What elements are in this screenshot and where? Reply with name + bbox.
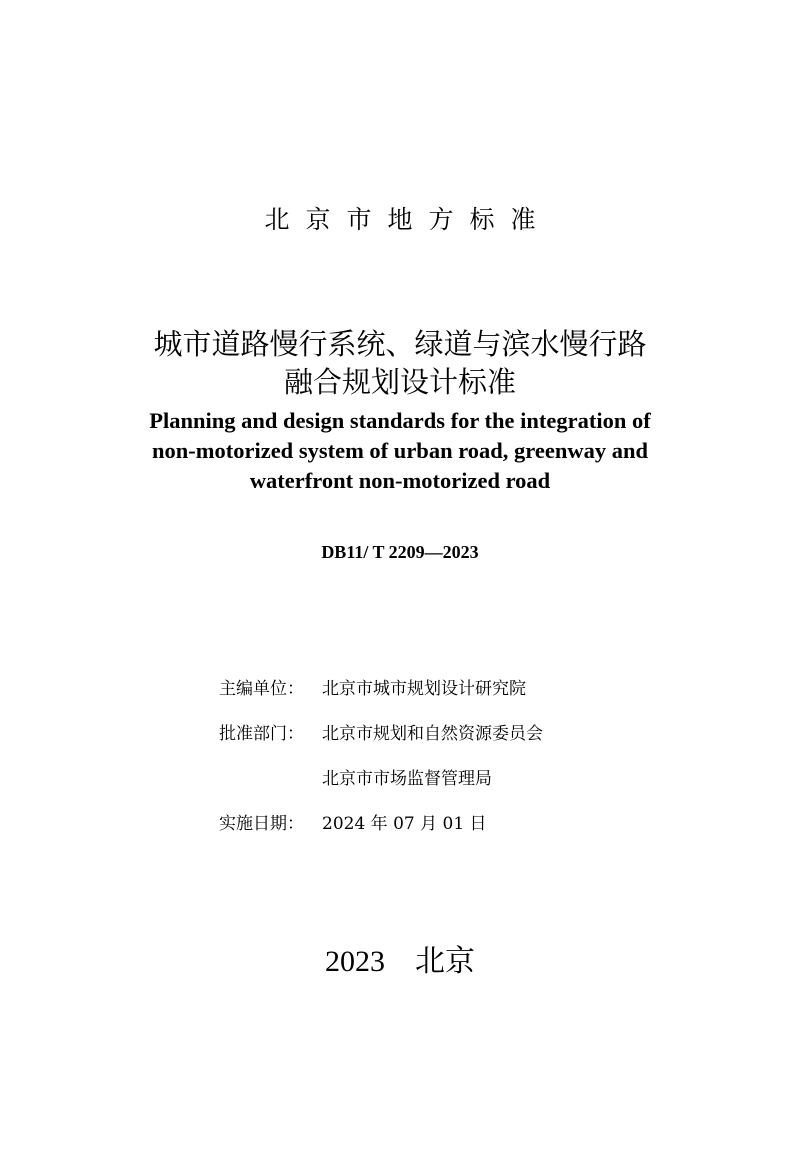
approver-value-1: 北京市规划和自然资源委员会 [322,724,543,744]
standard-type-heading: 北京市地方标准 [264,205,552,234]
chinese-title-line-1: 城市道路慢行系统、绿道与滨水慢行路 [153,327,647,361]
english-title-line-3: waterfront non-motorized road [249,468,551,493]
english-title [0,406,800,496]
implementation-date-value: 2024 年 07 月 01 日 [322,814,487,834]
standard-number: DB11/ T 2209—2023 [321,542,479,562]
approver-label-spacer [219,764,322,809]
approver-row [219,719,719,764]
english-title-line-1: Planning and design standards for the integration of [149,408,651,433]
chinese-title-line-2: 融合规划设计标准 [283,365,516,399]
publication-footer [0,940,800,984]
publication-city: 北京 [415,944,475,979]
approver-label: 批准部门： [219,724,304,744]
editor-row [219,674,719,719]
publication-info [219,674,719,854]
implementation-date-label: 实施日期： [219,814,304,834]
approver-row-2 [219,764,719,809]
approver-value-2: 北京市市场监督管理局 [322,769,492,789]
publication-year: 2023 [325,945,385,978]
chinese-title [0,325,800,401]
editor-label: 主编单位： [219,679,304,699]
editor-value: 北京市城市规划设计研究院 [322,679,526,699]
implementation-date-row [219,809,719,854]
english-title-line-2: non-motorized system of urban road, greenway and [151,438,649,463]
